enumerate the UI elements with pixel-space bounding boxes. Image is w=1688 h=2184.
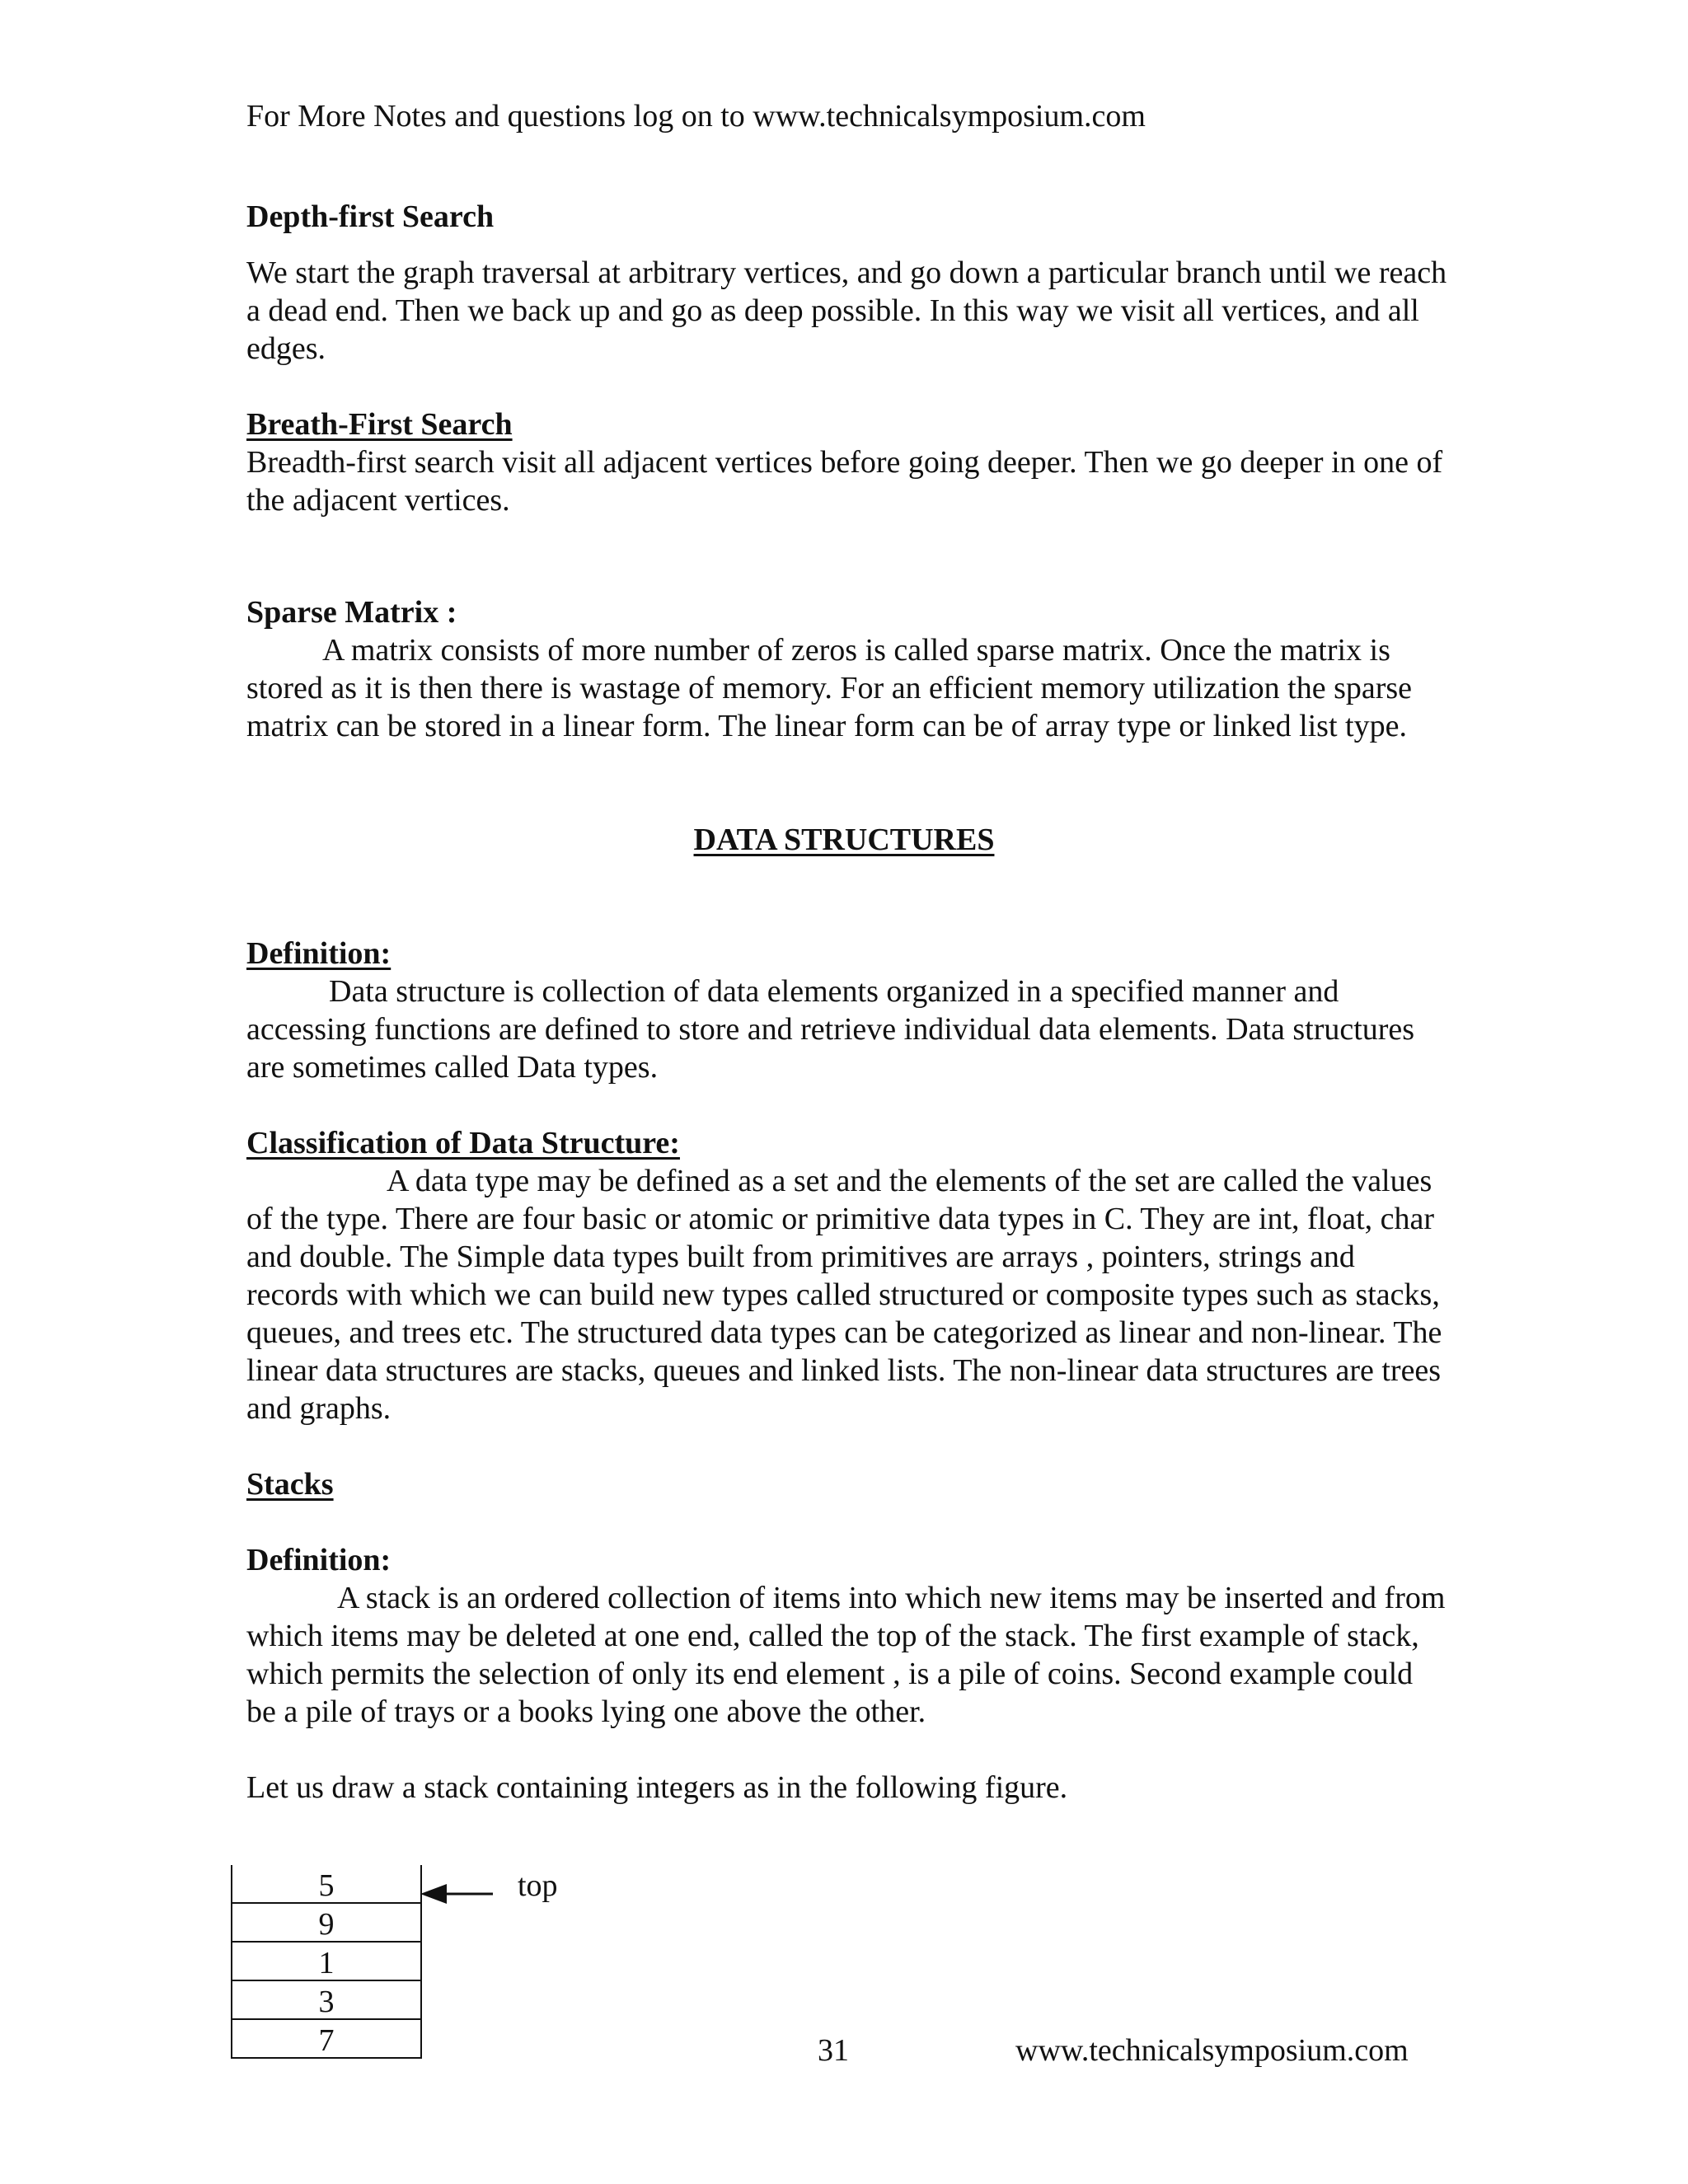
stack-definition-paragraph: A stack is an ordered collection of items into which new items may be inserted and from which items may be deleted at one end, called the top of the stack. The first example of stack, which permits the selection of only its end element , is a pile of coins. Second example could be a pile of trays or a books lying one above the other. bbox=[246, 1581, 1446, 1729]
page-number: 31 bbox=[818, 2033, 849, 2068]
stack-figure bbox=[231, 1865, 422, 2059]
sparse-heading: Sparse Matrix : bbox=[246, 595, 457, 630]
stack-cell: 7 bbox=[232, 2020, 420, 2059]
ds-definition-heading: Definition: bbox=[246, 936, 392, 971]
data-structures-title: DATA STRUCTURES bbox=[693, 823, 995, 857]
stack-cell: 1 bbox=[232, 1943, 420, 1981]
bfs-paragraph: Breadth-first search visit all adjacent vertices before going deeper. Then we go deeper in one of the adjacent vertices. bbox=[246, 445, 1443, 518]
ds-definition-paragraph: Data structure is collection of data elements organized in a specified manner and accessing functions are defined to store and retrieve individual data elements. Data structures are sometimes called Data types. bbox=[246, 974, 1415, 1085]
bfs-heading: Breath-First Search bbox=[246, 407, 513, 442]
stack-definition-heading: Definition: bbox=[246, 1543, 392, 1577]
figure-intro: Let us draw a stack containing integers as in the following figure. bbox=[246, 1770, 1068, 1805]
stacks-heading: Stacks bbox=[246, 1467, 334, 1502]
stack-cell: 5 bbox=[232, 1865, 420, 1904]
classification-paragraph: A data type may be defined as a set and the elements of the set are called the values of the type. There are four basic or atomic or primitive data types in C. They are int, float, char and double. The Simple data types built from primitives are arrays , pointers, strings and records with which we can build new types called structured or composite types such as stacks, queues, and trees etc. The structured data types can be categorized as linear and non-linear. The linear data structures are stacks, queues and linked lists. The non-linear data structures are trees and graphs. bbox=[246, 1164, 1442, 1426]
dfs-paragraph: We start the graph traversal at arbitrary vertices, and go down a particular branch until we reach a dead end. Then we back up and go as deep possible. In this way we visit all vertices, and all edges. bbox=[246, 255, 1447, 366]
top-arrow-icon bbox=[419, 1882, 493, 1905]
classification-heading: Classification of Data Structure: bbox=[246, 1126, 680, 1160]
stack-cell: 9 bbox=[232, 1904, 420, 1943]
stack-cell: 3 bbox=[232, 1981, 420, 2020]
top-label: top bbox=[518, 1868, 558, 1903]
footer-url: www.technicalsymposium.com bbox=[1015, 2033, 1409, 2068]
dfs-heading: Depth-first Search bbox=[246, 199, 495, 234]
header-note: For More Notes and questions log on to www.technicalsymposium.com bbox=[246, 99, 1146, 134]
sparse-paragraph: A matrix consists of more number of zeros is called sparse matrix. Once the matrix is stored as it is then there is wastage of memory. For an efficient memory utilization the sparse matrix can be stored in a linear form. The linear form can be of array type or linked list type. bbox=[246, 633, 1413, 743]
